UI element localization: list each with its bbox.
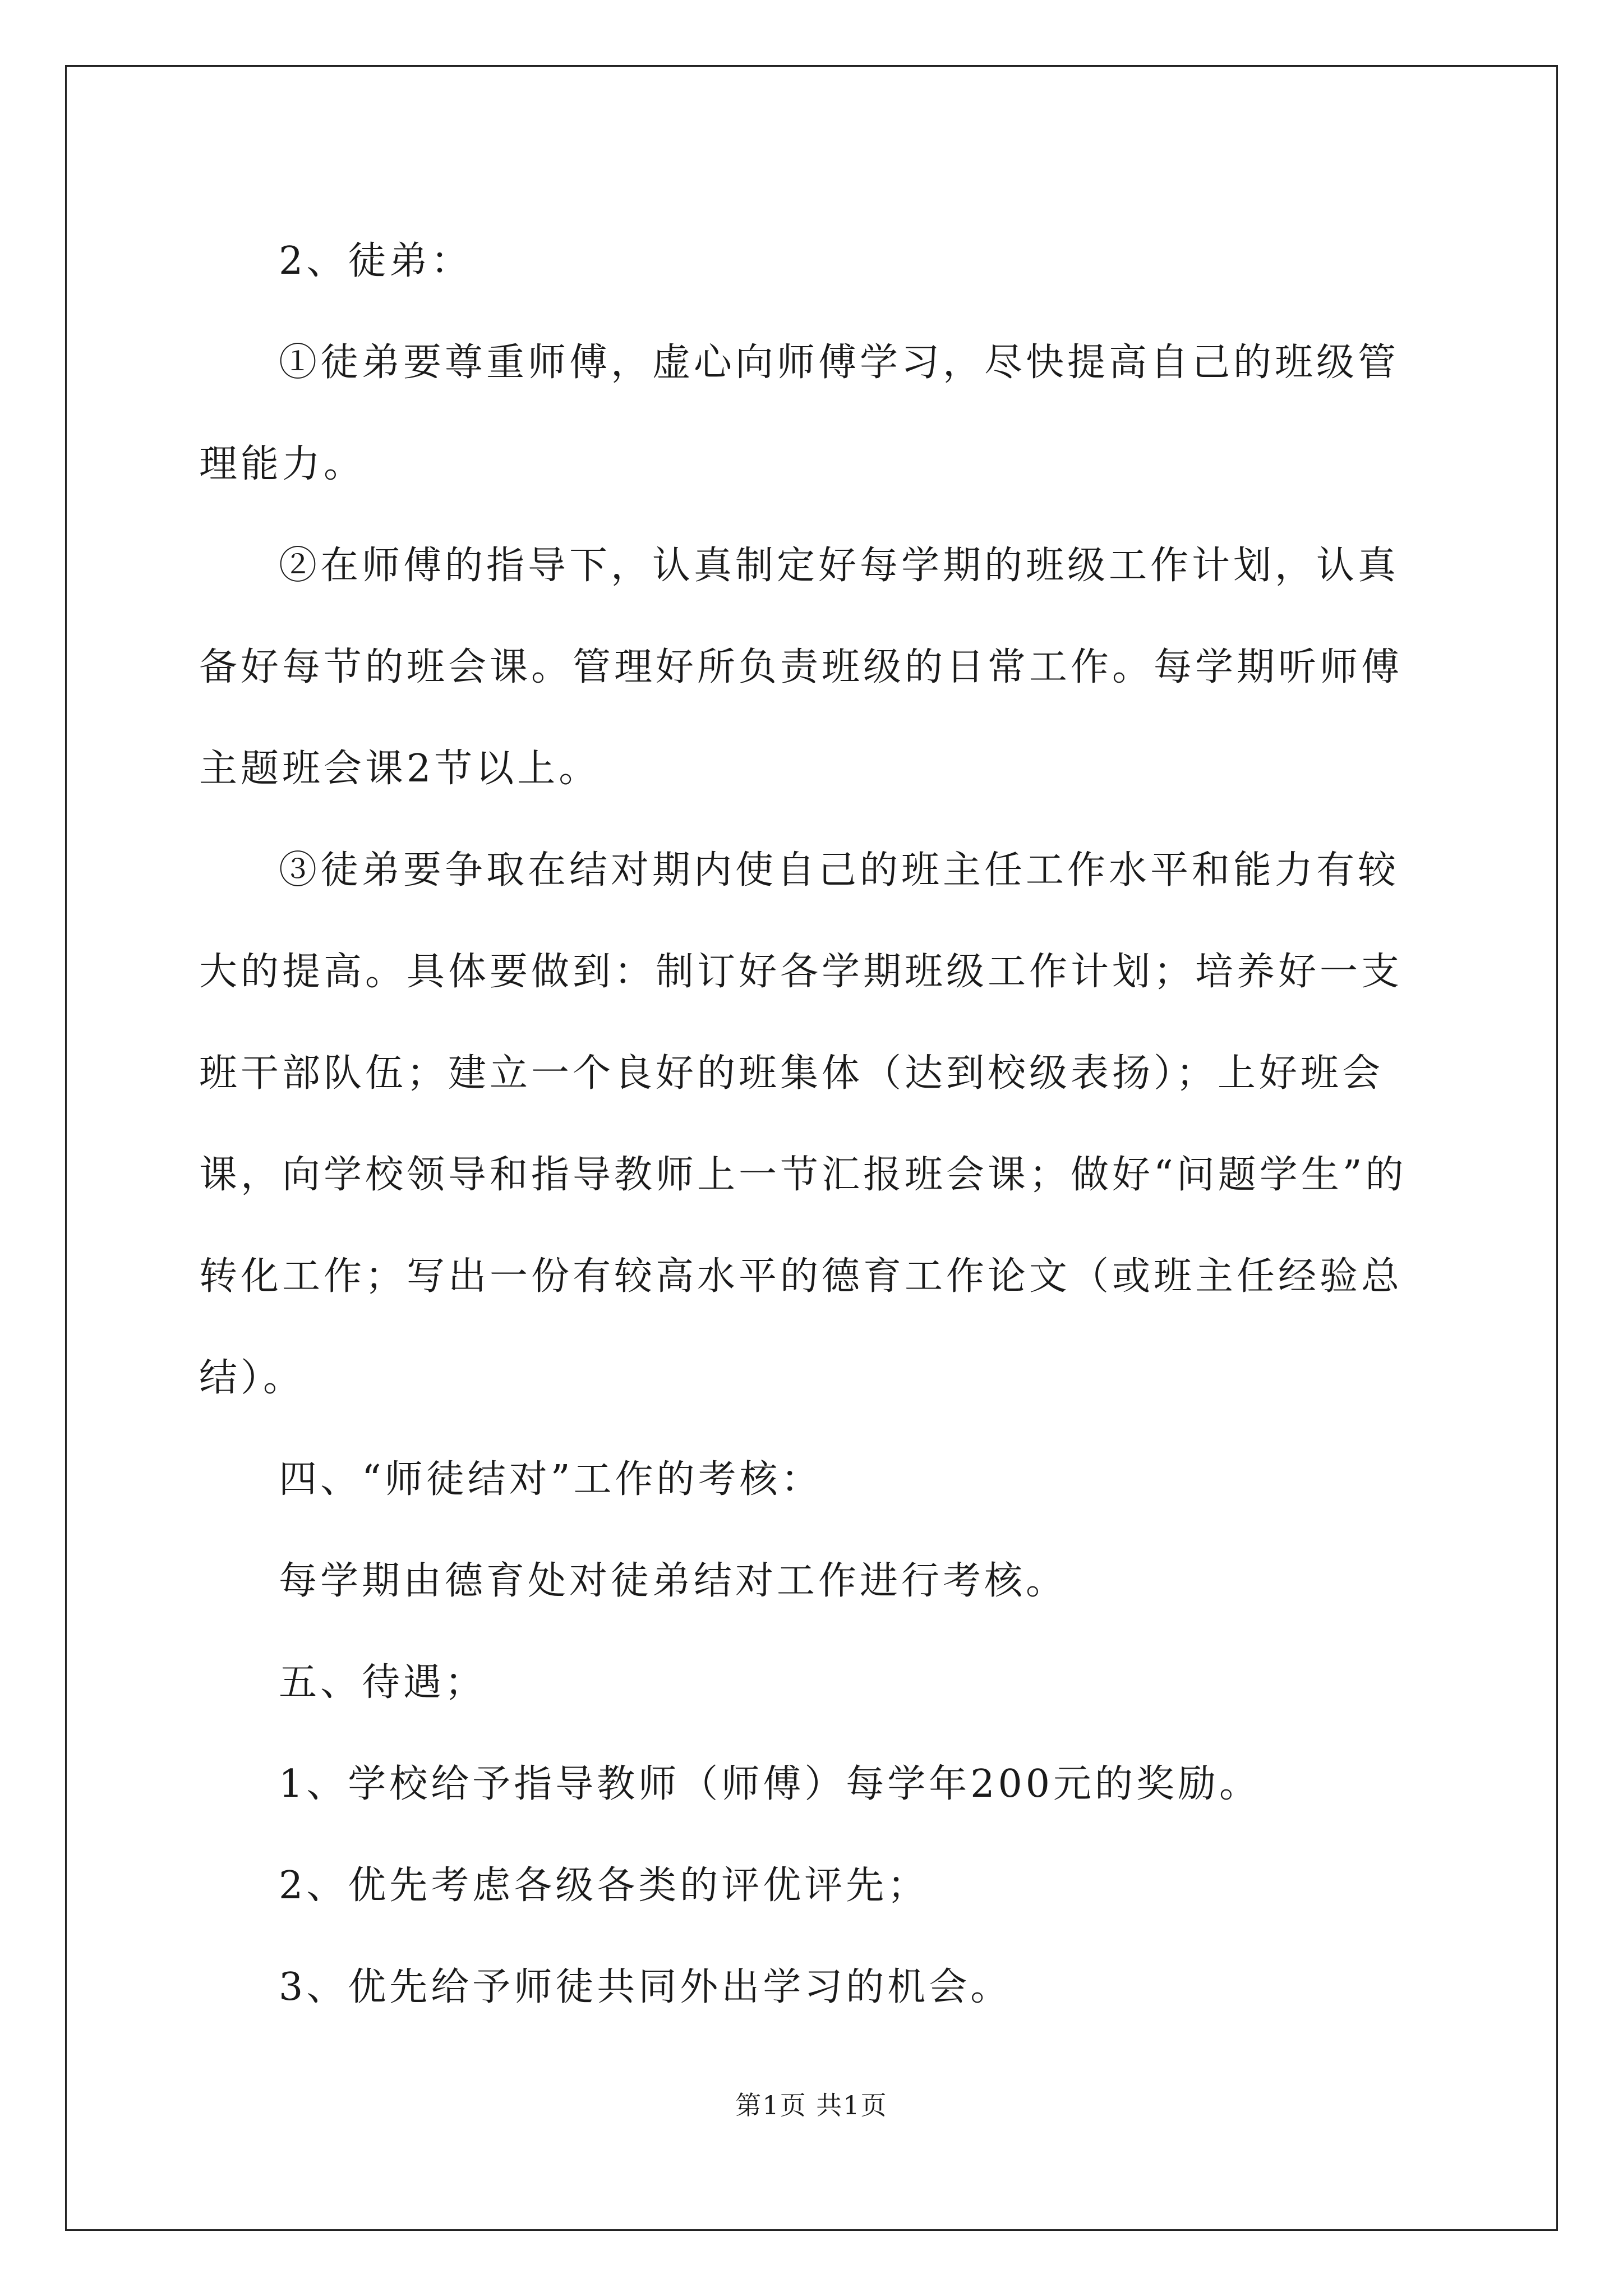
paragraph-apprentice-heading: 2、徒弟： xyxy=(279,239,473,283)
paragraph-section-five-heading: 五、待遇； xyxy=(279,1660,487,1705)
paragraph-benefit-1: 1、学校给予指导教师（师傅）每学年200元的奖励。 xyxy=(279,1762,1261,1806)
paragraph-section-four-heading: 四、“师徒结对”工作的考核： xyxy=(279,1457,823,1502)
paragraph-apprentice-item-1: ①徒弟要尊重师傅，虚心向师傅学习，尽快提高自己的班级管理能力。 xyxy=(199,341,1400,486)
paragraph-assessment: 每学期由德育处对徒弟结对工作进行考核。 xyxy=(279,1559,1068,1603)
paragraph-apprentice-item-3: ③徒弟要争取在结对期内使自己的班主任工作水平和能力有较大的提高。具体要做到：制订好各学期班级工作计划；培养好一支班干部队伍；建立一个良好的班集体（达到校级表扬）；上好班会课，向学校领导和指导教师上一节汇报班会课；做好“问题学生”的转化工作；写出一份有较高水平的德育工作论文（或班主任经验总结）。 xyxy=(199,848,1407,1400)
paragraph-apprentice-item-2: ②在师傅的指导下，认真制定好每学期的班级工作计划，认真备好每节的班会课。管理好所负责班级的日常工作。每学期听师傅主题班会课2节以上。 xyxy=(199,544,1403,791)
document-body xyxy=(199,210,1438,2038)
paragraph-benefit-3: 3、优先给予师徒共同外出学习的机会。 xyxy=(279,1965,1012,2009)
paragraph-benefit-2: 2、优先考虑各级各类的评优评先； xyxy=(279,1864,929,1908)
page-footer: 第1页 共1页 xyxy=(735,2090,888,2120)
